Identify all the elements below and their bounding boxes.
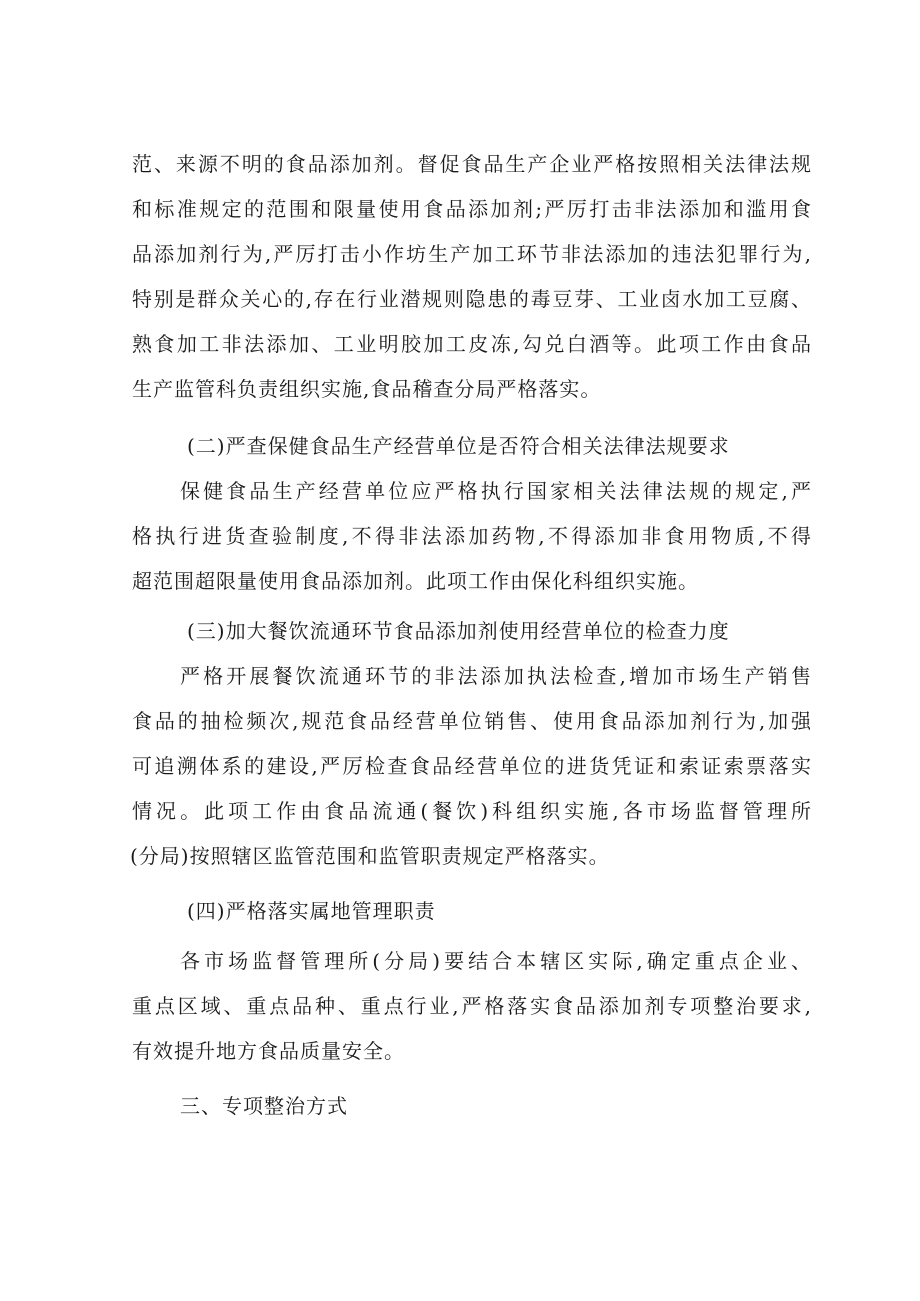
text-line: 生产监管科负责组织实施,食品稽查分局严格落实。 [132,377,602,401]
text-line: 和标准规定的范围和限量使用食品添加剂;严厉打击非法添加和滥用食 [132,197,812,221]
chapter-heading: 三、专项整治方式 [180,1094,348,1118]
text-line: 品添加剂行为,严厉打击小作坊生产加工环节非法添加的违法犯罪行为, [132,242,812,266]
text-line: 有效提升地方食品质量安全。 [132,1039,405,1063]
section-heading: (四)严格落实属地管理职责 [187,899,436,923]
section-heading: (三)加大餐饮流通环节食品添加剂使用经营单位的检查力度 [187,619,730,643]
text-line: 重点区域、重点品种、重点行业,严格落实食品添加剂专项整治要求, [132,994,812,1018]
text-line: 食品的抽检频次,规范食品经营单位销售、使用食品添加剂行为,加强 [132,709,812,733]
text-line: 格执行进货查验制度,不得非法添加药物,不得添加非食用物质,不得 [132,524,812,548]
text-line: (分局)按照辖区监管范围和监管职责规定严格落实。 [130,844,610,868]
text-line: 可追溯体系的建设,严厉检查食品经营单位的进货凭证和索证索票落实 [132,754,812,778]
text-line: 熟食加工非法添加、工业明胶加工皮冻,勾兑白酒等。此项工作由食品 [132,332,812,356]
text-line: 严格开展餐饮流通环节的非法添加执法检查,增加市场生产销售 [180,664,812,688]
text-line: 特别是群众关心的,存在行业潜规则隐患的毒豆芽、工业卤水加工豆腐、 [132,287,812,311]
section-heading: (二)严查保健食品生产经营单位是否符合相关法律法规要求 [187,434,730,458]
text-line: 保健食品生产经营单位应严格执行国家相关法律法规的规定,严 [180,479,812,503]
text-line: 情况。此项工作由食品流通(餐饮)科组织实施,各市场监督管理所 [132,799,812,823]
text-line: 各市场监督管理所(分局)要结合本辖区实际,确定重点企业、 [180,949,812,973]
text-line: 超范围超限量使用食品添加剂。此项工作由保化科组织实施。 [132,569,699,593]
text-line: 范、来源不明的食品添加剂。督促食品生产企业严格按照相关法律法规 [132,152,812,176]
